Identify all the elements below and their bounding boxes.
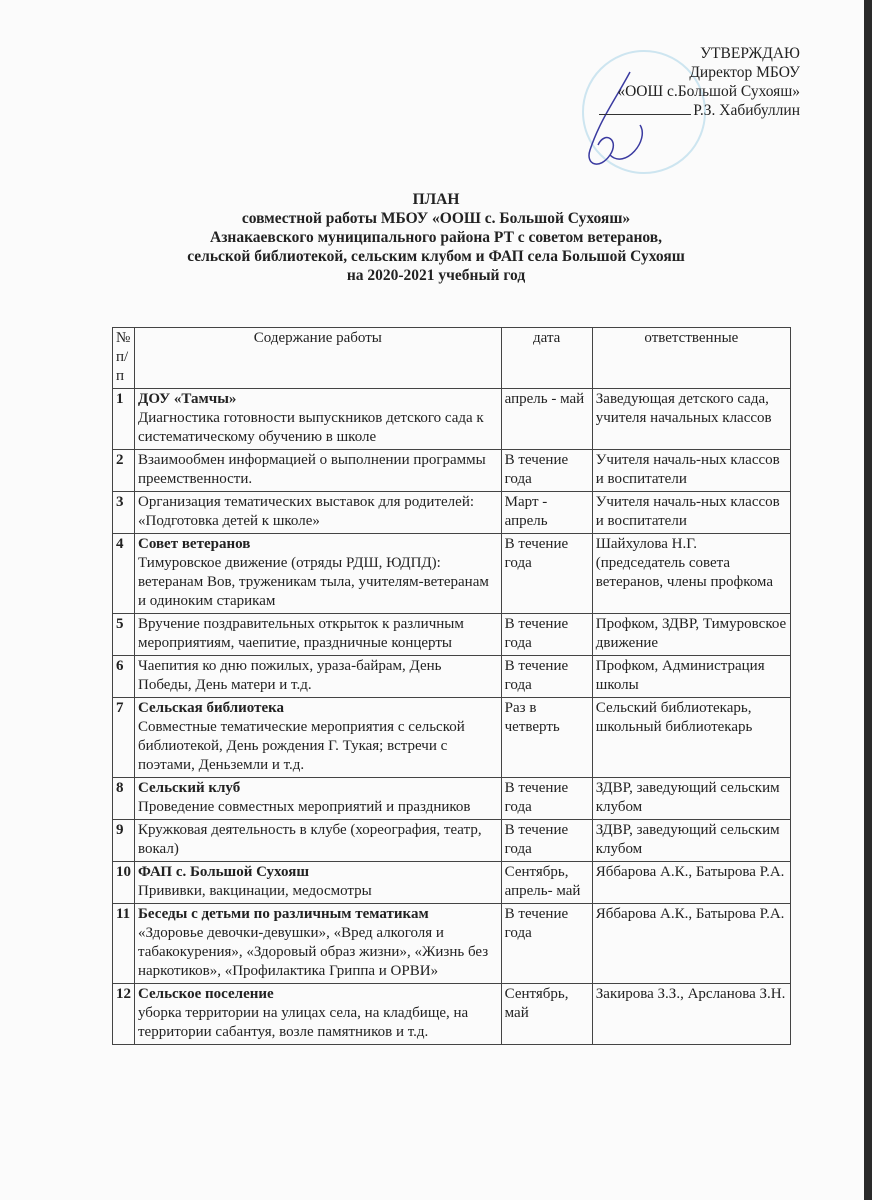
document-title [0,190,872,285]
row-number: 9 [113,820,135,862]
row-content [135,862,502,904]
row-date: В течение года [501,450,592,492]
table-row [113,389,791,450]
row-description: «Здоровье девочки-девушки», «Вред алкоголя и табакокурения», «Здоровый образ жизни», «Жизнь без наркотиков», «Профилактика Гриппа и ОРВИ» [138,925,489,979]
row-responsible: Яббарова А.К., Батырова Р.А. [592,904,790,984]
row-content [135,614,502,656]
row-description: Взаимообмен информацией о выполнении программы преемственности. [138,452,486,487]
table-row [113,492,791,534]
row-date: апрель - май [501,389,592,450]
row-responsible: Заведующая детского сада, учителя начальных классов [592,389,790,450]
table-row [113,614,791,656]
row-number: 2 [113,450,135,492]
row-number: 7 [113,698,135,778]
row-date: В течение года [501,904,592,984]
row-number: 3 [113,492,135,534]
row-date: В течение года [501,820,592,862]
row-responsible: Яббарова А.К., Батырова Р.А. [592,862,790,904]
row-number: 4 [113,534,135,614]
row-number: 5 [113,614,135,656]
title-line: на 2020-2021 учебный год [346,267,526,284]
table-row [113,656,791,698]
row-date: Март - апрель [501,492,592,534]
approval-organization: «ООШ с.Большой Сухояш» [617,83,800,100]
row-responsible: ЗДВР, заведующий сельским клубом [592,820,790,862]
row-content [135,450,502,492]
table-row [113,984,791,1045]
row-content [135,698,502,778]
row-date: В течение года [501,614,592,656]
row-description: Кружковая деятельность в клубе (хореография, театр, вокал) [138,822,482,857]
row-heading: Сельское поселение [138,986,274,1002]
row-responsible: Закирова З.З., Арсланова З.Н. [592,984,790,1045]
plan-table [112,327,791,1045]
row-description: Вручение поздравительных открыток к различным мероприятиям, чаепитие, праздничные концерты [138,616,464,651]
row-description: Чаепития ко дню пожилых, ураза-байрам, День Победы, День матери и т.д. [138,658,442,693]
row-responsible: Профком, ЗДВР, Тимуровское движение [592,614,790,656]
table-row [113,904,791,984]
row-heading: Сельский клуб [138,780,241,796]
row-description: Диагностика готовности выпускников детского сада к систематическому обучению в школе [138,410,484,445]
header-num: № п/п [113,328,135,389]
table-row [113,778,791,820]
row-content [135,492,502,534]
row-content [135,778,502,820]
row-description: Прививки, вакцинации, медосмотры [138,883,372,899]
row-heading: Совет ветеранов [138,536,251,552]
title-line: Азнакаевского муниципального района РТ с советом ветеранов, [210,229,662,246]
title-line: совместной работы МБОУ «ООШ с. Большой Сухояш» [241,210,631,227]
approval-heading: УТВЕРЖДАЮ [700,45,800,62]
table-row [113,698,791,778]
scan-edge [864,0,872,1200]
signature-line [599,114,691,115]
row-date: Сентябрь, апрель- май [501,862,592,904]
row-number: 1 [113,389,135,450]
row-description: Тимуровское движение (отряды РДШ, ЮДПД): ветеранам Вов, труженикам тыла, учителям-ветеранам и одиноким старикам [138,555,489,609]
row-responsible: Профком, Администрация школы [592,656,790,698]
row-date: В течение года [501,656,592,698]
table-row [113,450,791,492]
header-date: дата [501,328,592,389]
row-content [135,984,502,1045]
approval-block [599,44,800,120]
row-date: Раз в четверть [501,698,592,778]
row-number: 10 [113,862,135,904]
table-row [113,820,791,862]
approval-name: Р.З. Хабибуллин [693,102,800,119]
row-responsible: Учителя началь-ных классов и воспитатели [592,492,790,534]
row-date: В течение года [501,778,592,820]
approval-position: Директор МБОУ [689,64,800,81]
header-content: Содержание работы [135,328,502,389]
row-description: Проведение совместных мероприятий и праздников [138,799,471,815]
row-number: 8 [113,778,135,820]
title-line: сельской библиотекой, сельским клубом и ФАП села Большой Сухояш [187,248,685,265]
row-responsible: Шайхулова Н.Г. (председатель совета ветеранов, члены профкома [592,534,790,614]
header-responsible: ответственные [592,328,790,389]
row-content [135,904,502,984]
row-responsible: ЗДВР, заведующий сельским клубом [592,778,790,820]
row-description: Совместные тематические мероприятия с сельской библиотекой, День рождения Г. Тукая; встречи с поэтами, Деньземли и т.д. [138,719,465,773]
row-heading: ДОУ «Тамчы» [138,391,237,407]
row-number: 6 [113,656,135,698]
row-heading: Беседы с детьми по различным тематикам [138,906,429,922]
row-content [135,656,502,698]
row-number: 12 [113,984,135,1045]
row-date: В течение года [501,534,592,614]
row-responsible: Сельский библиотекарь, школьный библиотекарь [592,698,790,778]
row-heading: ФАП с. Большой Сухояш [138,864,309,880]
row-content [135,820,502,862]
title-line: ПЛАН [412,191,460,208]
row-description: Организация тематических выставок для родителей: «Подготовка детей к школе» [138,494,475,529]
row-description: уборка территории на улицах села, на кладбище, на территории сабантуя, возле памятников и т.д. [138,1005,469,1040]
table-row [113,534,791,614]
row-date: Сентябрь, май [501,984,592,1045]
row-heading: Сельская библиотека [138,700,285,716]
row-responsible: Учителя началь-ных классов и воспитатели [592,450,790,492]
row-content [135,534,502,614]
table-row [113,862,791,904]
row-number: 11 [113,904,135,984]
row-content [135,389,502,450]
